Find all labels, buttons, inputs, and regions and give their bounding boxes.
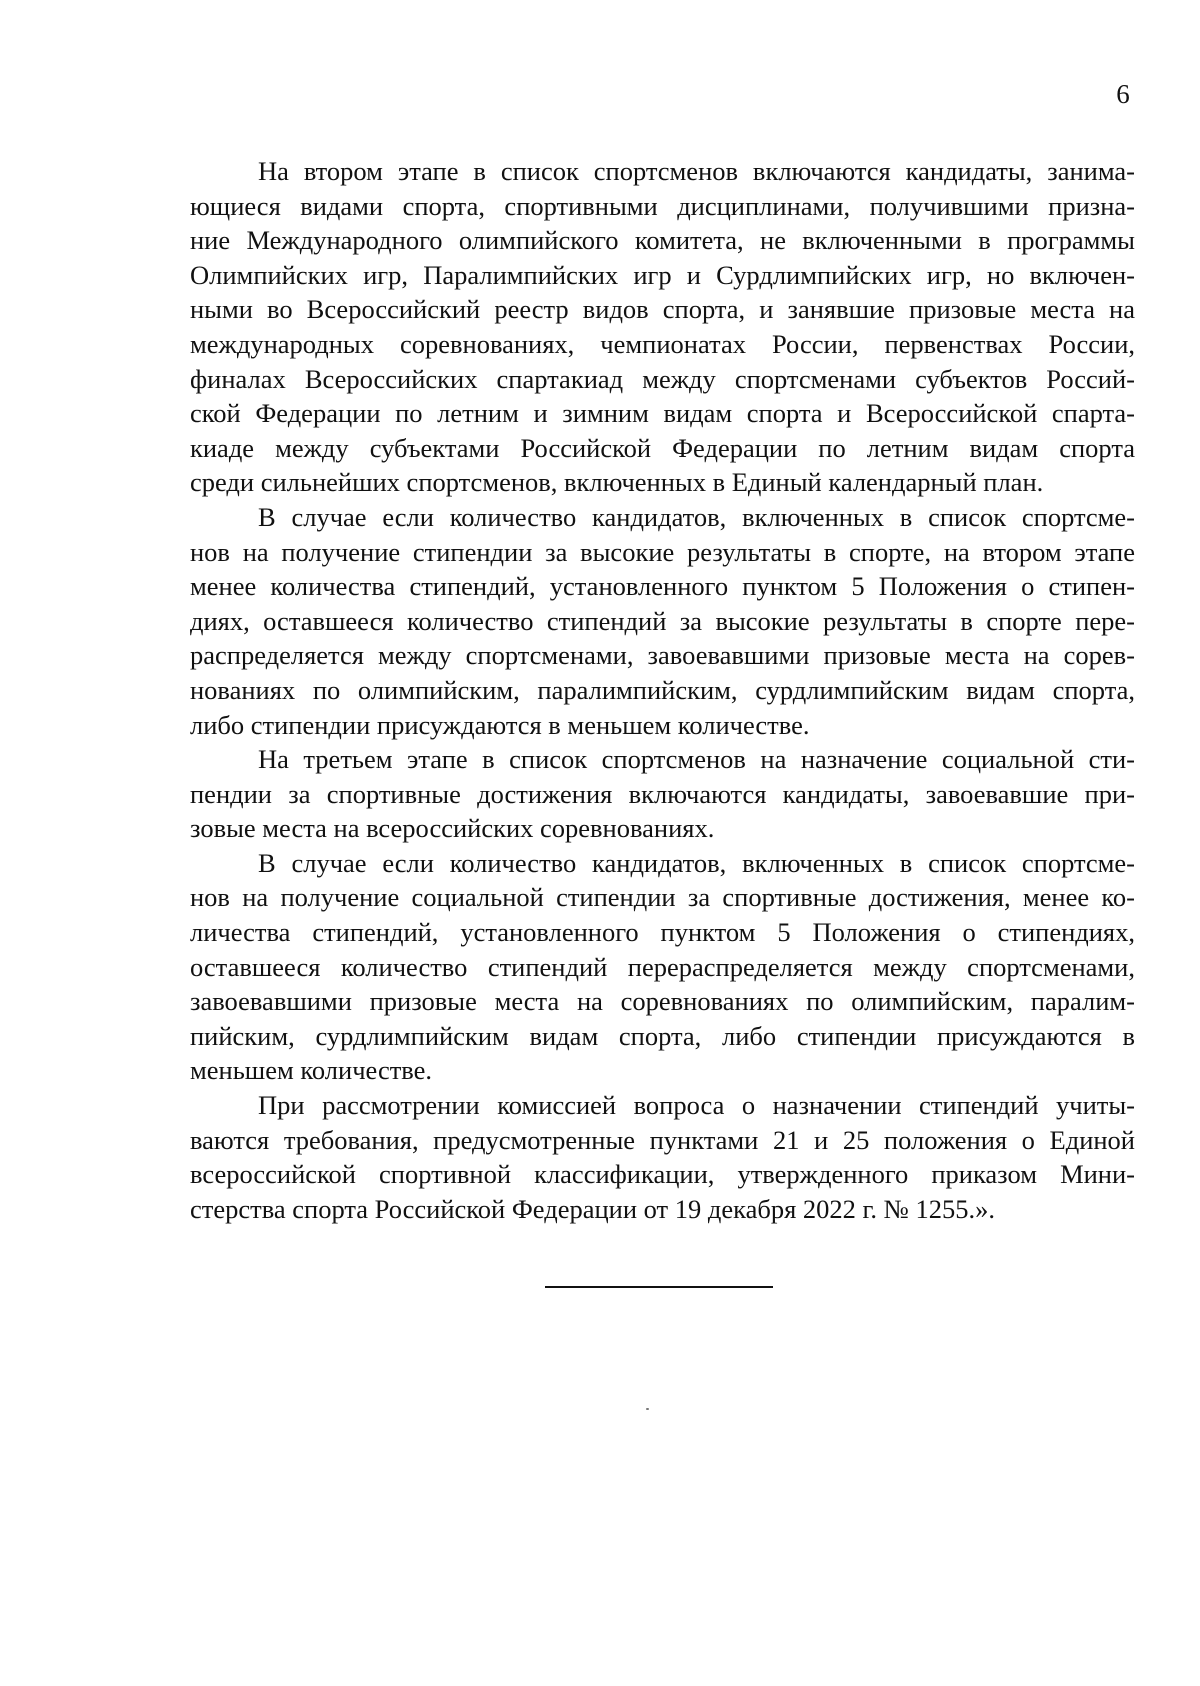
page-number: 6 [1116,79,1130,109]
paragraph-line: пийским, сурдлимпийским видам спорта, либо стипендии присуждаются в [190,1020,1135,1051]
document-body [190,154,1135,1226]
paragraph-line: меньшем количестве. [190,1055,433,1086]
paragraph-line: финалах Всероссийских спартакиад между спортсменами субъектов Россий- [190,363,1135,394]
paragraph-line: распределяется между спортсменами, завоевавшими призовые места на сорев- [190,640,1135,671]
paragraph-line: При рассмотрении комиссией вопроса о назначении стипендий учиты- [258,1090,1135,1121]
paragraph-line: оставшееся количество стипендий перераспределяется между спортсменами, [190,951,1135,982]
paragraph-line: стерства спорта Российской Федерации от 19 декабря 2022 г. № 1255.». [190,1193,996,1224]
end-separator-line [545,1286,773,1288]
paragraph-line: На третьем этапе в список спортсменов на назначение социальной сти- [258,744,1135,775]
paragraph-line: нов на получение социальной стипендии за спортивные достижения, менее ко- [190,882,1135,913]
paragraph-line: менее количества стипендий, установленного пунктом 5 Положения о стипен- [190,571,1135,602]
paragraph-line: ской Федерации по летним и зимним видам спорта и Всероссийской спарта- [190,398,1135,429]
paragraph-line: пендии за спортивные достижения включаются кандидаты, завоевавшие при- [190,778,1135,809]
paragraph-line: личества стипендий, установленного пунктом 5 Положения о стипендиях, [190,917,1135,948]
paragraph-line: На втором этапе в список спортсменов включаются кандидаты, занима- [258,156,1135,186]
paragraph-commission-requirements [190,1088,1135,1226]
paragraph-line: ющиеся видами спорта, спортивными дисциплинами, получившими призна- [190,190,1135,221]
paragraph-redistribution-social [190,846,1135,1088]
paragraph-line: всероссийской спортивной классификации, утвержденного приказом Мини- [190,1159,1135,1190]
paragraph-line: международных соревнованиях, чемпионатах России, первенствах России, [190,328,1135,359]
scan-artifact-dot [646,1408,649,1410]
paragraph-line: либо стипендии присуждаются в меньшем количестве. [190,709,810,740]
paragraph-line: В случае если количество кандидатов, включенных в список спортсме- [258,847,1135,878]
paragraph-line: зовые места на всероссийских соревнованиях. [190,813,715,844]
paragraph-line: киаде между субъектами Российской Федерации по летним видам спорта [190,432,1135,463]
paragraph-line: ваются требования, предусмотренные пунктами 21 и 25 положения о Единой [190,1124,1135,1155]
paragraph-line: завоевавшими призовые места на соревнованиях по олимпийским, паралим- [190,986,1135,1017]
paragraph-line: среди сильнейших спортсменов, включенных в Единый календарный план. [190,467,1044,498]
paragraph-line: нов на получение стипендии за высокие результаты в спорте, на втором этапе [190,536,1135,567]
paragraph-line: диях, оставшееся количество стипендий за высокие результаты в спорте пере- [190,605,1135,636]
paragraph-line: нованиях по олимпийским, паралимпийским, сурдлимпийским видам спорта, [190,674,1135,705]
paragraph-line: ние Международного олимпийского комитета, не включенными в программы [190,225,1135,256]
paragraph-line: Олимпийских игр, Паралимпийских игр и Сурдлимпийских игр, но включен- [190,259,1135,290]
paragraph-second-stage [190,154,1135,500]
paragraph-third-stage [190,742,1135,846]
paragraph-redistribution-high-results [190,500,1135,742]
paragraph-line: ными во Всероссийский реестр видов спорта, и занявшие призовые места на [190,294,1135,325]
paragraph-line: В случае если количество кандидатов, включенных в список спортсме- [258,501,1135,532]
